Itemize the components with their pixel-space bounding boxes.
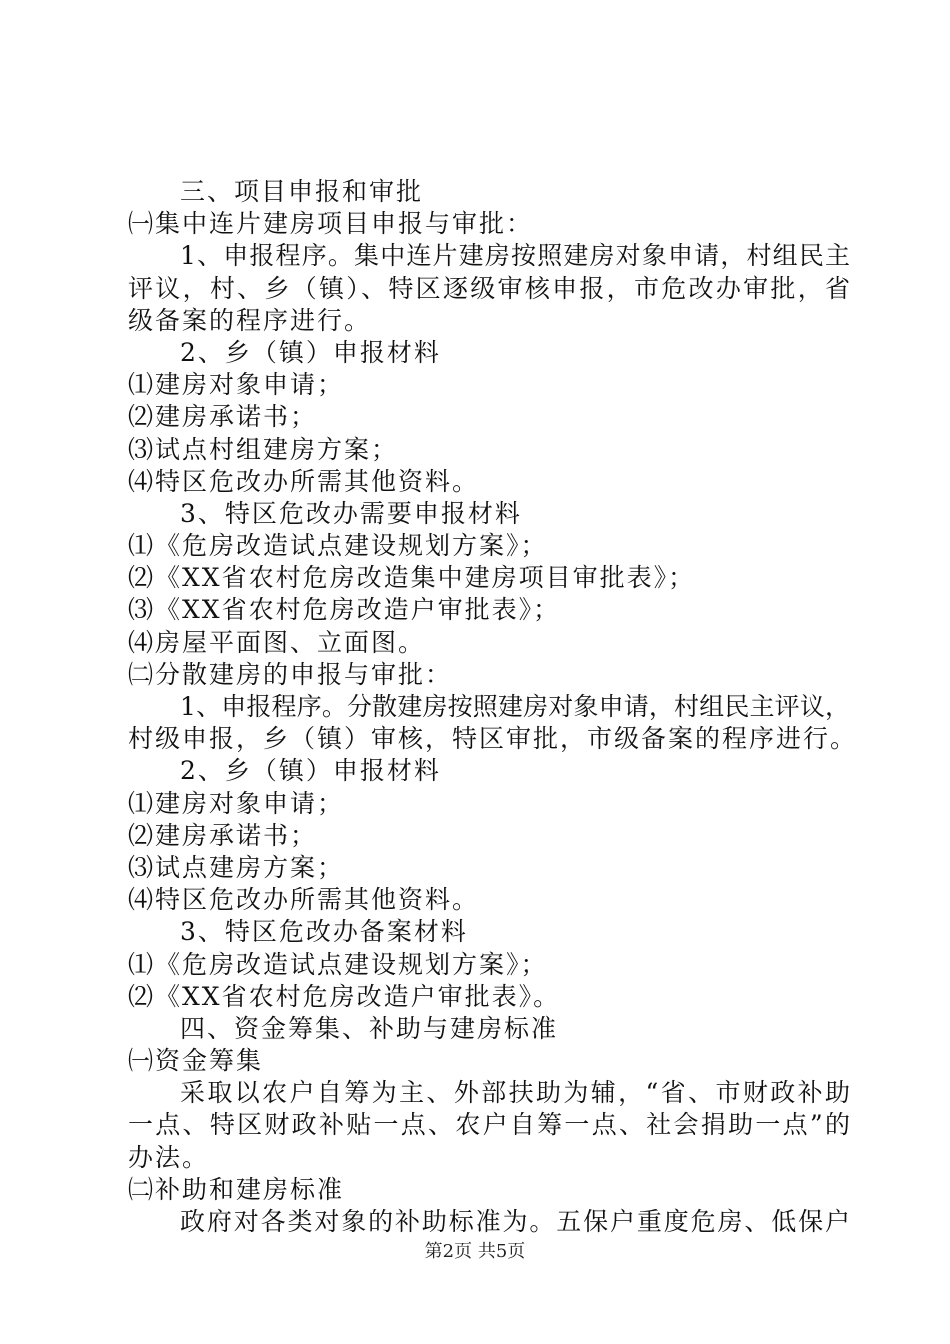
document-body	[128, 176, 858, 1238]
list-heading: 3、特区危改办备案材料	[180, 917, 468, 947]
list-item: ⑴建房对象申请；	[128, 788, 345, 818]
page-footer	[0, 1240, 950, 1264]
paragraph-line: 1、申报程序。分散建房按照建房对象申请，村组民主评议，	[180, 692, 850, 721]
paragraph-line: 1、申报程序。集中连片建房按照建房对象申请，村组民主	[180, 241, 850, 271]
list-item: ⑶试点村组建房方案；	[128, 434, 399, 464]
subsection-heading: ㈠资金筹集	[128, 1046, 264, 1076]
paragraph-line: 评议，村、乡（镇）、特区逐级审核申报，市危改办审批，省	[128, 273, 850, 303]
list-item: ⑴建房对象申请；	[128, 370, 345, 400]
list-item: ⑵《XX省农村危房改造户审批表》。	[128, 981, 561, 1011]
subsection-heading: ㈡分散建房的申报与审批：	[128, 659, 453, 689]
list-item: ⑷特区危改办所需其他资料。	[128, 466, 480, 496]
paragraph-line: 级备案的程序进行。	[128, 305, 372, 335]
paragraph-line: 办法。	[128, 1142, 210, 1172]
list-item: ⑴《危房改造试点建设规划方案》；	[128, 949, 548, 979]
section-heading: 三、项目申报和审批	[180, 177, 424, 206]
list-heading: 2、乡（镇）申报材料	[180, 756, 441, 786]
page-indicator: 第2页 共5页	[424, 1241, 526, 1262]
paragraph-line: 村级申报，乡（镇）审核，特区审批，市级备案的程序进行。	[128, 724, 858, 754]
list-item: ⑵建房承诺书；	[128, 820, 318, 850]
paragraph-line: 政府对各类对象的补助标准为。五保户重度危房、低保户	[180, 1207, 850, 1236]
list-item: ⑴《危房改造试点建设规划方案》；	[128, 531, 548, 561]
list-item: ⑵《XX省农村危房改造集中建房项目审批表》；	[128, 563, 696, 593]
subsection-heading: ㈠集中连片建房项目申报与审批：	[128, 209, 534, 239]
list-item: ⑷特区危改办所需其他资料。	[128, 885, 480, 915]
list-item: ⑶《XX省农村危房改造户审批表》；	[128, 595, 561, 625]
paragraph-line: 一点、特区财政补贴一点、农户自筹一点、社会捐助一点”的	[128, 1110, 850, 1140]
section-heading: 四、资金筹集、补助与建房标准	[180, 1013, 559, 1043]
list-item: ⑶试点建房方案；	[128, 852, 345, 882]
list-heading: 2、乡（镇）申报材料	[180, 337, 441, 367]
subsection-heading: ㈡补助和建房标准	[128, 1174, 345, 1204]
paragraph-line: 采取以农户自筹为主、外部扶助为辅，“省、市财政补助	[180, 1078, 850, 1108]
list-heading: 3、特区危改办需要申报材料	[180, 498, 522, 528]
list-item: ⑷房屋平面图、立面图。	[128, 627, 426, 657]
list-item: ⑵建房承诺书；	[128, 402, 318, 432]
